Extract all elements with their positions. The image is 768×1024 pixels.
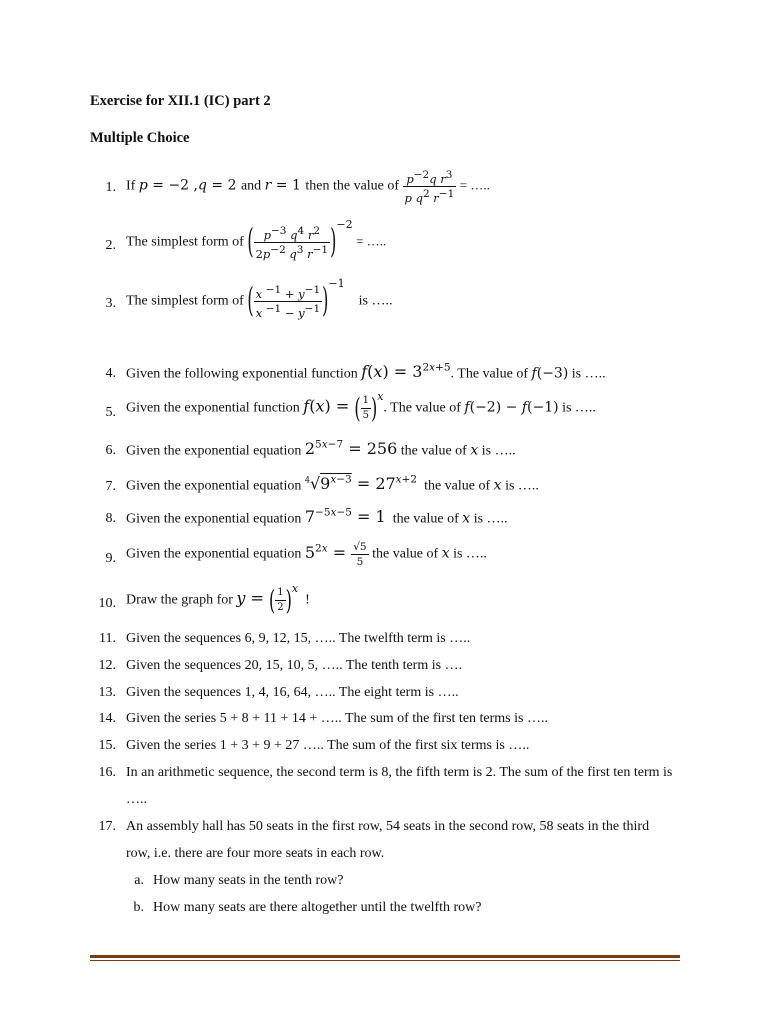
footer-rule-thin (90, 960, 680, 961)
footer-rule (90, 955, 680, 958)
section-heading: Multiple Choice (90, 130, 190, 146)
fraction-expression: $\frac{p^{-2}q r^3}{p q^2 r^{-1}}$ (404, 169, 455, 205)
page-title: Exercise for XII.1 (IC) part 2 (90, 93, 271, 109)
